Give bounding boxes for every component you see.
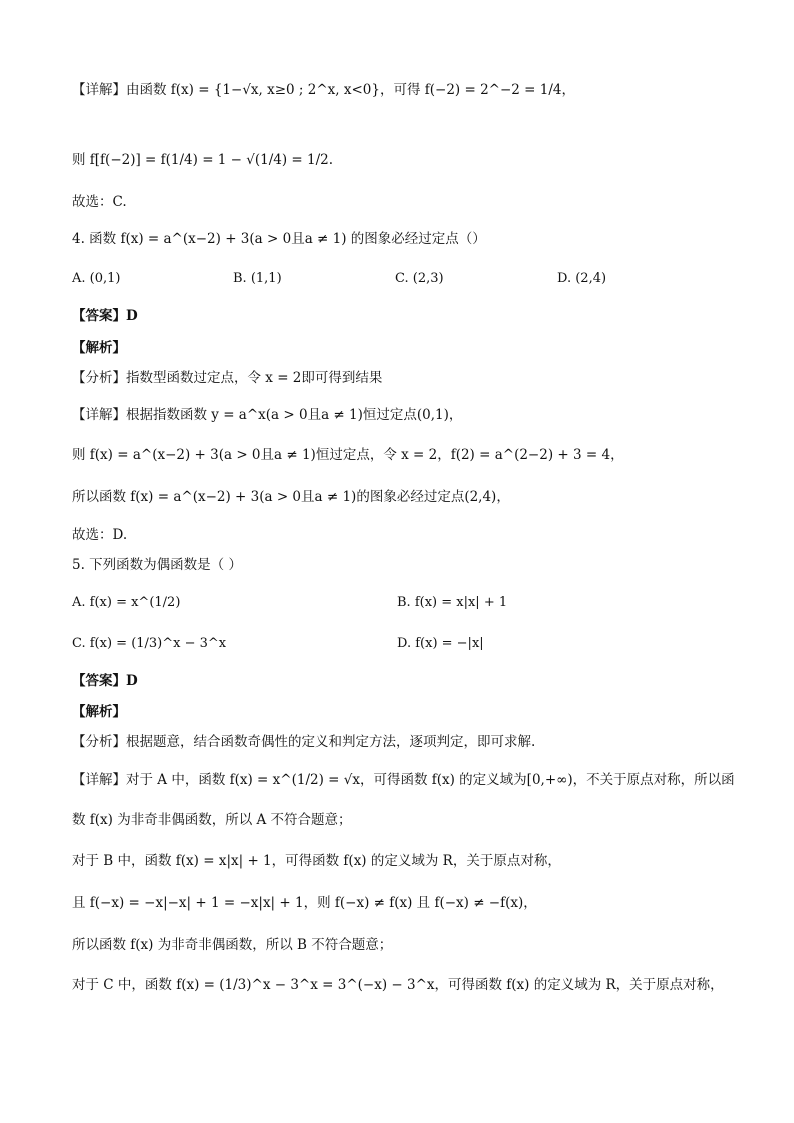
q4-option-b: B. (1,1) [233, 271, 282, 286]
answer-label: 【答案】D [72, 308, 138, 324]
solution-detail-line: 数 f(x) 为非奇非偶函数，所以 A 不符合题意； [72, 812, 352, 828]
solution-detail-line: 【详解】根据指数函数 y = a^x(a > 0且a ≠ 1)恒过定点(0,1)， [72, 407, 463, 423]
solution-detail-line: 所以函数 f(x) 为非奇非偶函数，所以 B 不符合题意； [72, 937, 393, 953]
analysis-label: 【解析】 [72, 704, 126, 720]
analysis-label: 【解析】 [72, 340, 126, 356]
question-4-stem: 4. 函数 f(x) = a^(x−2) + 3(a > 0且a ≠ 1) 的图象必经过定点（） [72, 231, 486, 247]
solution-detail-line: 【详解】对于 A 中，函数 f(x) = x^(1/2) = √x，可得函数 f(x) 的定义域为[0,+∞)，不关于原点对称，所以函 [72, 772, 735, 788]
q5-option-d: D. f(x) = −|x| [397, 636, 484, 651]
solution-detail-line: 【详解】由函数 f(x) = {1−√x, x≥0 ; 2^x, x<0}，可得 f(−2) = 2^−2 = 1/4， [72, 82, 575, 98]
q5-option-c: C. f(x) = (1/3)^x − 3^x [72, 636, 227, 651]
q4-option-a: A. (0,1) [72, 271, 121, 286]
answer-choice-line: 故选：C. [72, 194, 127, 210]
q4-option-c: C. (2,3) [395, 271, 444, 286]
solution-detail-line: 对于 B 中，函数 f(x) = x|x| + 1，可得函数 f(x) 的定义域为 R，关于原点对称， [72, 853, 561, 869]
solution-detail-line: 且 f(−x) = −x|−x| + 1 = −x|x| + 1，则 f(−x) ≠ f(x) 且 f(−x) ≠ −f(x)， [72, 895, 537, 911]
q4-option-d: D. (2,4) [557, 271, 607, 286]
q5-option-b: B. f(x) = x|x| + 1 [397, 595, 508, 610]
answer-choice-line: 故选：D. [72, 527, 128, 543]
question-5-stem: 5. 下列函数为偶函数是（ ） [72, 557, 242, 573]
solution-detail-line: 对于 C 中，函数 f(x) = (1/3)^x − 3^x = 3^(−x) − 3^x，可得函数 f(x) 的定义域为 R，关于原点对称， [72, 977, 724, 993]
q5-option-a: A. f(x) = x^(1/2) [72, 595, 181, 610]
solution-detail-line: 则 f(x) = a^(x−2) + 3(a > 0且a ≠ 1)恒过定点，令 x = 2，f(2) = a^(2−2) + 3 = 4， [72, 447, 624, 463]
analysis-line: 【分析】指数型函数过定点，令 x = 2即可得到结果 [72, 370, 383, 386]
answer-label: 【答案】D [72, 673, 138, 689]
solution-detail-line: 则 f[f(−2)] = f(1/4) = 1 − √(1/4) = 1/2. [72, 152, 334, 168]
analysis-line: 【分析】根据题意，结合函数奇偶性的定义和判定方法，逐项判定，即可求解. [72, 734, 536, 750]
solution-detail-line: 所以函数 f(x) = a^(x−2) + 3(a > 0且a ≠ 1)的图象必经过定点(2,4)， [72, 489, 510, 505]
